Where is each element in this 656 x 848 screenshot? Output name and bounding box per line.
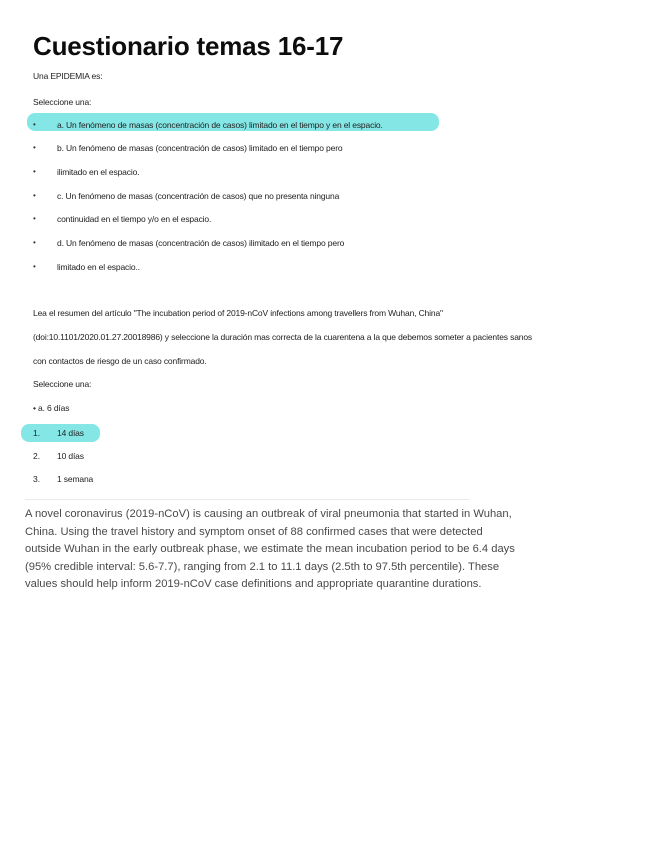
bullet-icon: •	[33, 214, 36, 223]
page-title: Cuestionario temas 16-17	[33, 31, 344, 61]
q1-prompt: Una EPIDEMIA es:	[33, 71, 103, 81]
q2-text-line-2: (doi:10.1101/2020.01.27.20018986) y seleccione la duración mas correcta de la cuarentena a la que debemos someter a pacientes sanos	[33, 332, 533, 342]
q2-text-line-3: con contactos de riesgo de un caso confirmado.	[33, 356, 207, 366]
q1-option-a[interactable]: a. Un fenómeno de masas (concentración de casos) limitado en el tiempo y en el espacio.	[57, 120, 383, 130]
abstract-line: outside Wuhan in the early outbreak phase, we estimate the mean incubation period to be 6.4 days	[25, 543, 515, 555]
q1-option-d-cont: limitado en el espacio..	[57, 262, 140, 272]
option-number: 1.	[33, 428, 41, 438]
q1-option-b[interactable]: b. Un fenómeno de masas (concentración de casos) limitado en el tiempo pero	[57, 143, 343, 153]
q1-option-d[interactable]: d. Un fenómeno de masas (concentración de casos) ilimitado en el tiempo pero	[57, 238, 345, 248]
abstract-line: values should help inform 2019-nCoV case definitions and appropriate quarantine durations.	[25, 578, 482, 590]
abstract-line: A novel coronavirus (2019-nCoV) is causing an outbreak of viral pneumonia that started in Wuhan,	[25, 508, 512, 520]
option-number: 3.	[33, 474, 41, 484]
bullet-icon: •	[33, 120, 36, 129]
q2-option-3[interactable]: 1 semana	[57, 474, 94, 484]
q2-option-1[interactable]: 14 días	[57, 428, 84, 438]
q2-instruction: Seleccione una:	[33, 379, 92, 389]
q1-option-c-cont: continuidad en el tiempo y/o en el espacio.	[57, 214, 212, 224]
q2-option-2[interactable]: 10 días	[57, 451, 84, 461]
bullet-icon: •	[33, 191, 36, 200]
q1-option-c[interactable]: c. Un fenómeno de masas (concentración de casos) que no presenta ninguna	[57, 191, 340, 201]
q1-instruction: Seleccione una:	[33, 97, 92, 107]
abstract-line: (95% credible interval: 5.6-7.7), ranging from 2.1 to 11.1 days (2.5th to 97.5th percentile). These	[25, 560, 500, 573]
abstract-line: China. Using the travel history and symptom onset of 88 confirmed cases that were detected	[25, 525, 483, 538]
bullet-icon: •	[33, 238, 36, 247]
q2-option-a[interactable]: • a. 6 días	[33, 403, 70, 413]
bullet-icon: •	[33, 262, 36, 271]
bullet-icon: •	[33, 143, 36, 152]
q1-option-b-cont: ilimitado en el espacio.	[57, 167, 140, 177]
option-number: 2.	[33, 451, 41, 461]
divider	[25, 499, 470, 500]
abstract-paragraph	[25, 506, 545, 594]
q2-text-line-1: Lea el resumen del artículo "The incubation period of 2019-nCoV infections among travellers from Wuhan, China"	[33, 308, 443, 318]
bullet-icon: •	[33, 167, 36, 176]
